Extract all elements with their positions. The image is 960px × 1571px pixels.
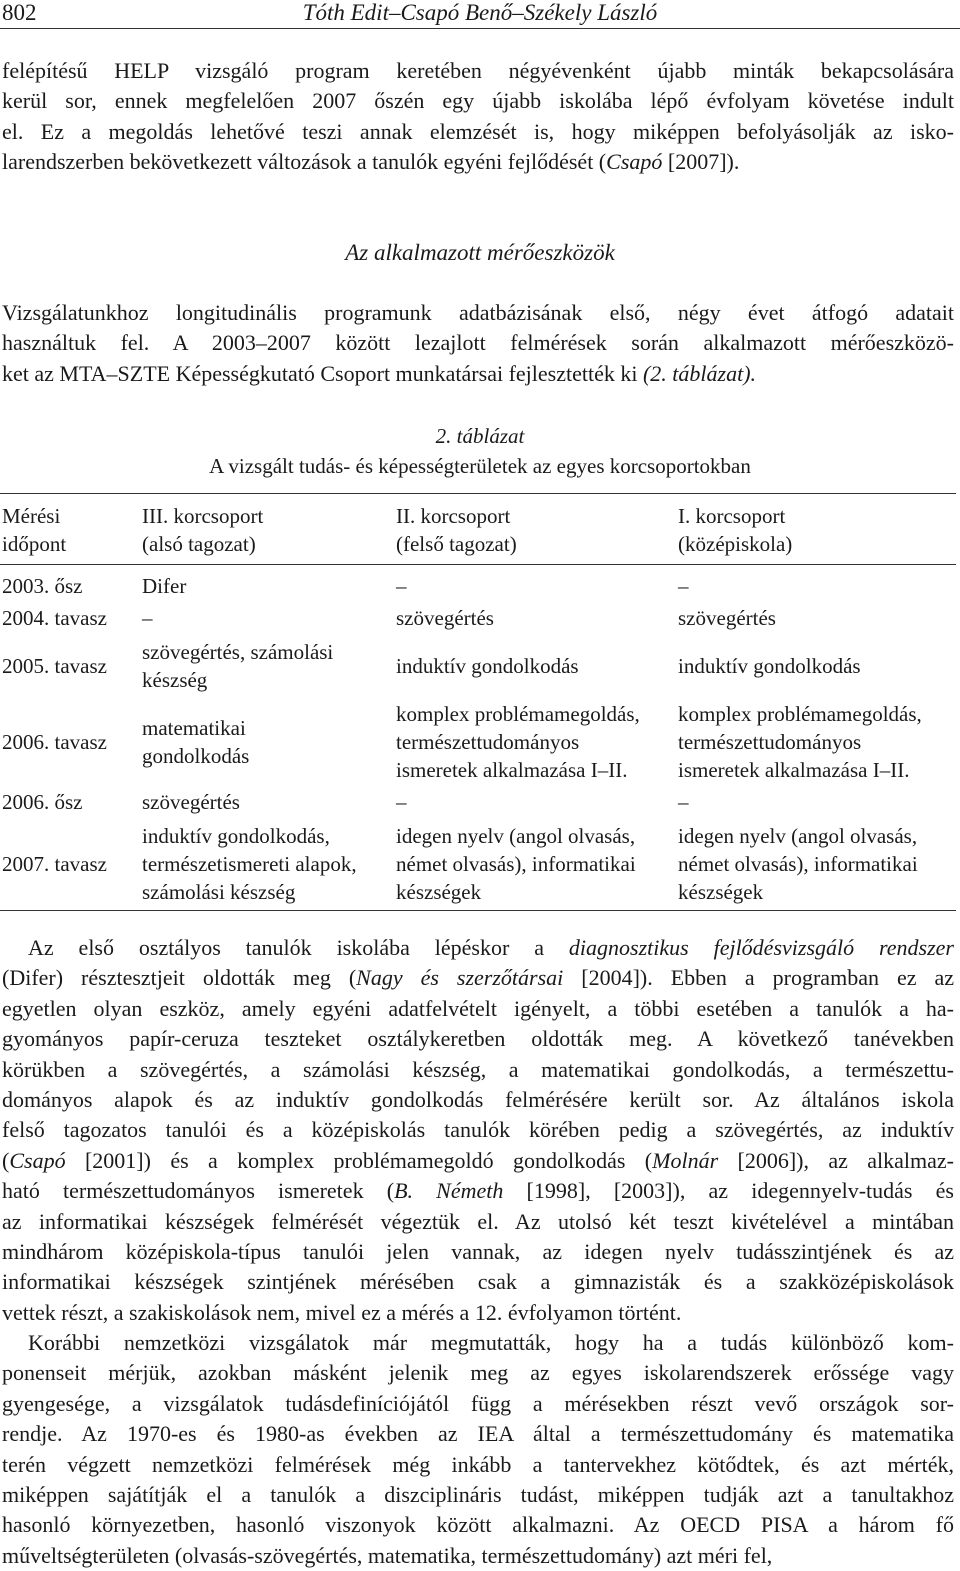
cell-line: Difer [142,574,187,598]
text-run: az informatikai készségek felmérését végeztük el. Az utolsó két teszt kivételével a mintában [2,1208,954,1234]
text-run: gyengesége, a vizsgálatok tudásdefiníciójától függ a mérésekben részt vevő országok sor- [2,1390,954,1416]
cell-line: induktív gondolkodás [678,654,861,678]
text-run: [2007]). [662,149,740,175]
cell-line: szövegértés [142,790,240,814]
cell-line: – [396,574,407,598]
text-run: [1998], [2003]), az idegennyelv-tudás és [503,1178,954,1204]
table-rule [0,493,956,494]
cell-line: 2004. tavasz [2,606,107,630]
cell-line: – [678,574,689,598]
cell-line: induktív gondolkodás [396,654,579,678]
italic-text: B. Németh [394,1178,504,1204]
section-title: Az alkalmazott mérőeszközök [345,240,615,265]
text-run: műveltségterületen (olvasás-szövegértés, matematika, természettudomány) azt méri fel, [2,1542,773,1568]
text-run: [2004]). Ebben a programban ez az [563,965,954,991]
table-header-cell [678,502,792,558]
cell-line: I. korcsoport [678,504,786,528]
table-row-label [2,788,83,816]
text-line [2,1389,954,1419]
cell-line: természetismereti alapok, [142,852,357,876]
text-line [2,117,954,147]
text-line [2,1115,954,1145]
text-line [2,1358,954,1388]
italic-text: diagnosztikus fejlődésvizsgáló rendszer [568,935,954,960]
text-line [2,963,954,993]
cell-line: 2006. ősz [2,790,83,814]
table-cell [142,638,333,694]
italic-text: Csapó [9,1147,66,1173]
table-rule [0,910,956,911]
table-cell [678,822,918,906]
table-cell [678,652,861,680]
cell-line: (felső tagozat) [396,532,517,556]
text-run: ket az MTA–SZTE Képességkutató Csoport munkatársai fejlesztették ki [2,360,643,386]
table-cell [396,700,640,784]
cell-line: ismeretek alkalmazása I–II. [678,758,910,782]
cell-line: komplex problémamegoldás, [678,702,922,726]
text-line [2,933,954,963]
paragraph-instruments [2,298,954,389]
text-run: dományos alapok és az induktív gondolkodás felmérésére került sor. Az általános iskola [2,1086,954,1112]
text-run: felső tagozatos tanulói és a középiskolás tanulók körében pedig a szövegértés, az induktív [2,1117,954,1143]
text-line [2,1267,954,1297]
text-run: mindhárom középiskola-típus tanulói jelen vannak, az idegen nyelv tudásszintjének és az [2,1238,954,1264]
italic-text: Molnár [652,1147,719,1173]
cell-line: 2007. tavasz [2,852,107,876]
cell-line: (alsó tagozat) [142,532,256,556]
text-line [2,1024,954,1054]
text-run: gyományos papír-ceruza teszteket osztálykeretben oldották meg. A következő tanévekben [2,1026,954,1052]
table-cell [678,700,922,784]
text-line [2,1510,954,1540]
cell-line: számolási készség [142,880,296,904]
cell-line: szövegértés [396,606,494,630]
text-line [2,1541,954,1571]
table-caption-title: A vizsgált tudás- és képességterületek az egyes korcsoportokban [209,454,751,478]
cell-line: idegen nyelv (angol olvasás, [678,824,918,848]
text-run: ható természettudományos ismeretek ( [2,1178,395,1204]
cell-line: idegen nyelv (angol olvasás, [396,824,636,848]
running-header [0,0,960,29]
table-cell [142,572,186,600]
cell-line: – [396,790,407,814]
text-line [2,1298,954,1328]
table-cell [396,572,407,600]
cell-line: készség [142,668,208,692]
text-line [2,147,954,177]
cell-line: komplex problémamegoldás, [396,702,640,726]
text-line [2,1419,954,1449]
cell-line: német olvasás), informatikai [678,852,918,876]
table-cell [142,604,153,632]
cell-line: készségek [678,880,764,904]
cell-line: induktív gondolkodás, [142,824,330,848]
text-line [2,359,954,389]
text-run: körükben a szövegértés, a számolási készség, a matematikai gondolkodás, a természettu- [2,1056,954,1082]
text-run: Vizsgálatunkhoz longitudinális programunk adatbázisának első, négy évet átfogó adatait [2,300,954,325]
text-line [2,1450,954,1480]
text-line [2,328,954,358]
italic-text: (2. táblázat). [642,360,757,386]
table-cell [396,604,494,632]
table-header-cell [2,502,66,558]
table-cell [142,822,357,906]
cell-line: gondolkodás [142,744,250,768]
text-line [2,994,954,1024]
text-run: [2006]), az alkalmaz- [718,1147,954,1173]
text-run: ( [2,1147,10,1173]
cell-line: 2003. ősz [2,574,83,598]
text-line [2,1055,954,1085]
text-line [2,1480,954,1510]
text-run: el. Ez a megoldás lehetővé teszi annak elemzését is, hogy miképpen befolyásolják az isko- [2,118,954,144]
cell-line: természettudományos [396,730,580,754]
table-row-label [2,728,107,756]
table-header-cell [142,502,263,558]
table-cell [678,572,689,600]
table-cell [142,788,240,816]
table-cell [142,714,249,770]
cell-line: Mérési [2,504,61,528]
text-run: Az első osztályos tanulók iskolába lépéskor a [28,935,569,960]
text-run: felépítésű HELP vizsgáló program keretében négyévenként újabb minták bekapcsolására [2,58,954,83]
cell-line: ismeretek alkalmazása I–II. [396,758,628,782]
cell-line: II. korcsoport [396,504,511,528]
cell-line: készségek [396,880,482,904]
cell-line: matematikai [142,716,246,740]
text-run: Korábbi nemzetközi vizsgálatok már megmutatták, hogy ha a tudás különböző kom- [28,1330,954,1355]
text-line [2,1146,954,1176]
page-number: 802 [2,0,37,25]
text-line [2,1328,954,1358]
table-cell [396,822,636,906]
text-run: hasonló környezetben, hasonló viszonyok között alkalmazni. Az OECD PISA a három fő [2,1512,954,1538]
text-run: ponenseit mérjük, azokban másként jelenik meg az egyes iskolarendszerek erőssége vagy [2,1360,954,1386]
paragraph-difer [2,933,954,1328]
text-line [2,298,954,328]
running-header-authors: Tóth Edit–Csapó Benő–Székely László [302,0,658,25]
cell-line: 2005. tavasz [2,654,107,678]
text-run: kerül sor, ennek megfelelően 2007 őszén egy újabb iskolába lépő évfolyam követése indult [2,88,954,114]
cell-line: III. korcsoport [142,504,264,528]
cell-line: német olvasás), informatikai [396,852,636,876]
text-run: (Difer) résztesztjeit oldották meg ( [2,965,357,991]
text-line [2,86,954,116]
text-run: vettek részt, a szakiskolások nem, mivel ez a mérés a 12. évfolyamon történt. [2,1299,682,1325]
cell-line: – [142,606,153,630]
text-line [2,1207,954,1237]
text-run: rendje. Az 1970-es és 1980-as években az IEA által a természettudomány és matematika [2,1421,954,1447]
cell-line: szövegértés [678,606,776,630]
table-caption-number: 2. táblázat [435,424,525,448]
text-run: miképpen sajátítják el a tanulók a diszciplináris tudást, miképpen tudják azt a tanultakhoz [2,1481,954,1507]
text-run: [2001]) és a komplex problémamegoldó gondolkodás ( [65,1147,653,1173]
paragraph-international [2,1328,954,1571]
table-header-cell [396,502,517,558]
text-line [2,1237,954,1267]
cell-line: 2006. tavasz [2,730,107,754]
cell-line: természettudományos [678,730,862,754]
cell-line: időpont [2,532,67,556]
italic-text: Csapó [606,149,663,175]
table-row-label [2,604,107,632]
text-run: használtuk fel. A 2003–2007 között lezajlott felmérések során alkalmazott mérőeszközö- [2,330,954,356]
table-row-label [2,652,107,680]
cell-line: (középiskola) [678,532,793,556]
table-cell [678,788,689,816]
text-line [2,1176,954,1206]
text-run: larendszerben bekövetkezett változások a tanulók egyéni fejlődését ( [2,149,607,175]
cell-line: – [678,790,689,814]
text-line [2,1085,954,1115]
text-run: egyetlen olyan eszköz, amely egyéni adatfelvételt igényelt, a többi esetében a tanulók a ha- [2,995,954,1021]
table-rule [0,564,956,565]
table-row-label [2,850,107,878]
cell-line: szövegértés, számolási [142,640,334,664]
paragraph-intro [2,56,954,178]
text-line [2,56,954,86]
text-run: terén végzett nemzetközi felmérések még inkább a tantervekhez kötődtek, és azt mérték, [2,1451,954,1477]
italic-text: Nagy és szerzőtársai [356,965,564,991]
table-cell [396,652,579,680]
table-row-label [2,572,83,600]
table-cell [678,604,776,632]
table-cell [396,788,407,816]
text-run: informatikai készségek szintjének mérésében csak a gimnazisták és a szakközépiskolások [2,1269,954,1295]
